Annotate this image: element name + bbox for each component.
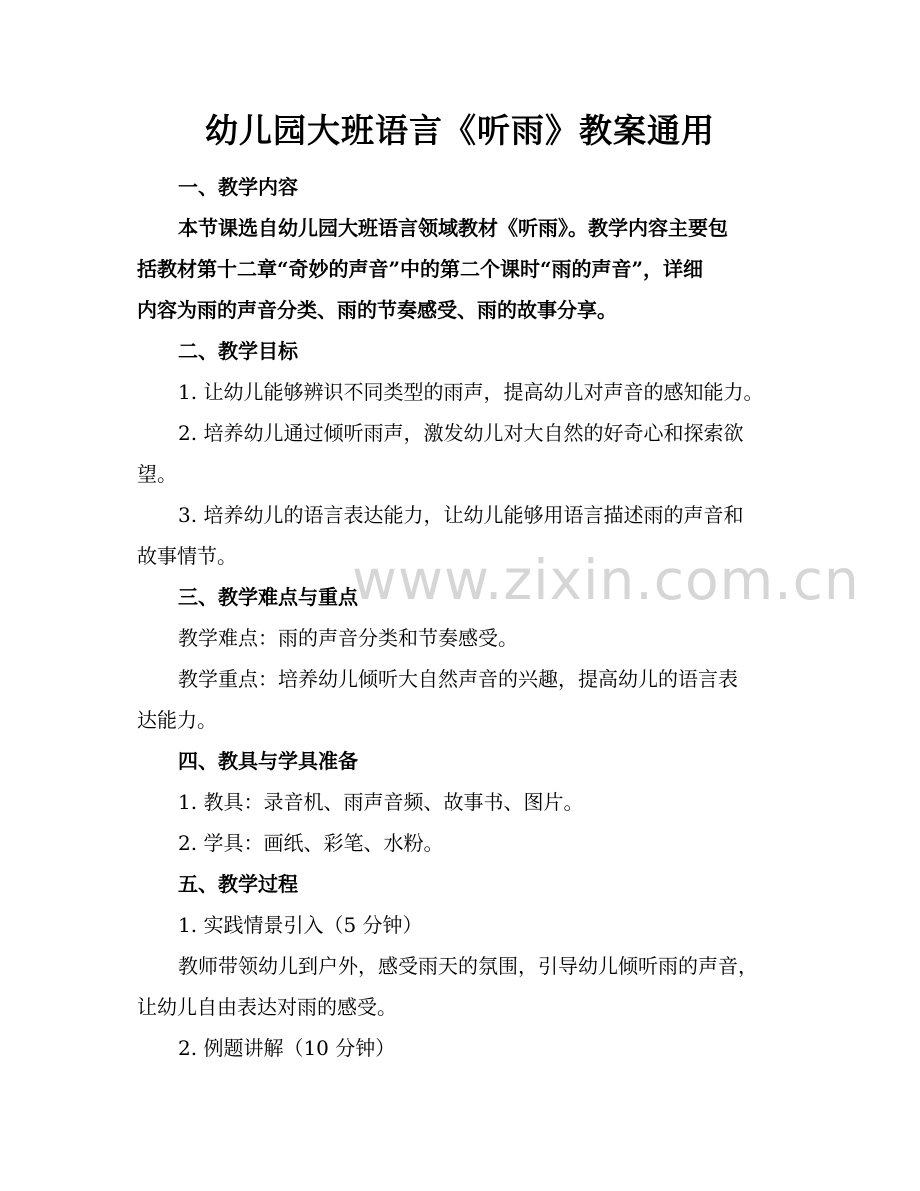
key-point-continuation: 达能力。 <box>137 708 217 732</box>
section-heading-goals: 二、教学目标 <box>178 339 298 363</box>
process-step: 2. 例题讲解（10 分钟） <box>178 1036 396 1060</box>
materials-item: 1. 教具：录音机、雨声音频、故事书、图片。 <box>178 790 584 814</box>
process-step-description-continuation: 让幼儿自由表达对雨的感受。 <box>137 995 397 1019</box>
goal-item-continuation: 故事情节。 <box>137 544 237 568</box>
process-step-description: 教师带领幼儿到户外，感受雨天的氛围，引导幼儿倾听雨的声音， <box>178 954 758 978</box>
content-paragraph-line: 括教材第十二章“奇妙的声音”中的第二个课时“雨的声音”，详细 <box>137 257 704 281</box>
difficulty-text: 教学难点：雨的声音分类和节奏感受。 <box>178 626 518 650</box>
content-paragraph-line: 本节课选自幼儿园大班语言领域教材《听雨》。教学内容主要包 <box>178 216 728 240</box>
section-heading-materials: 四、教具与学具准备 <box>178 749 358 773</box>
goal-item-continuation: 望。 <box>137 462 177 486</box>
section-heading-difficulties: 三、教学难点与重点 <box>178 585 358 609</box>
goal-item: 3. 培养幼儿的语言表达能力，让幼儿能够用语言描述雨的声音和 <box>178 503 744 527</box>
watermark: www.zixin.com.cn <box>352 548 860 612</box>
section-heading-content: 一、教学内容 <box>178 175 298 199</box>
document-title: 幼儿园大班语言《听雨》教案通用 <box>205 111 715 150</box>
key-point-text: 教学重点：培养幼儿倾听大自然声音的兴趣，提高幼儿的语言表 <box>178 667 738 691</box>
content-paragraph-line: 内容为雨的声音分类、雨的节奏感受、雨的故事分享。 <box>137 298 617 322</box>
materials-item: 2. 学具：画纸、彩笔、水粉。 <box>178 831 444 855</box>
section-heading-process: 五、教学过程 <box>178 872 298 896</box>
process-step: 1. 实践情景引入（5 分钟） <box>178 913 423 937</box>
goal-item: 1. 让幼儿能够辨识不同类型的雨声，提高幼儿对声音的感知能力。 <box>178 380 764 404</box>
goal-item: 2. 培养幼儿通过倾听雨声，激发幼儿对大自然的好奇心和探索欲 <box>178 421 744 445</box>
